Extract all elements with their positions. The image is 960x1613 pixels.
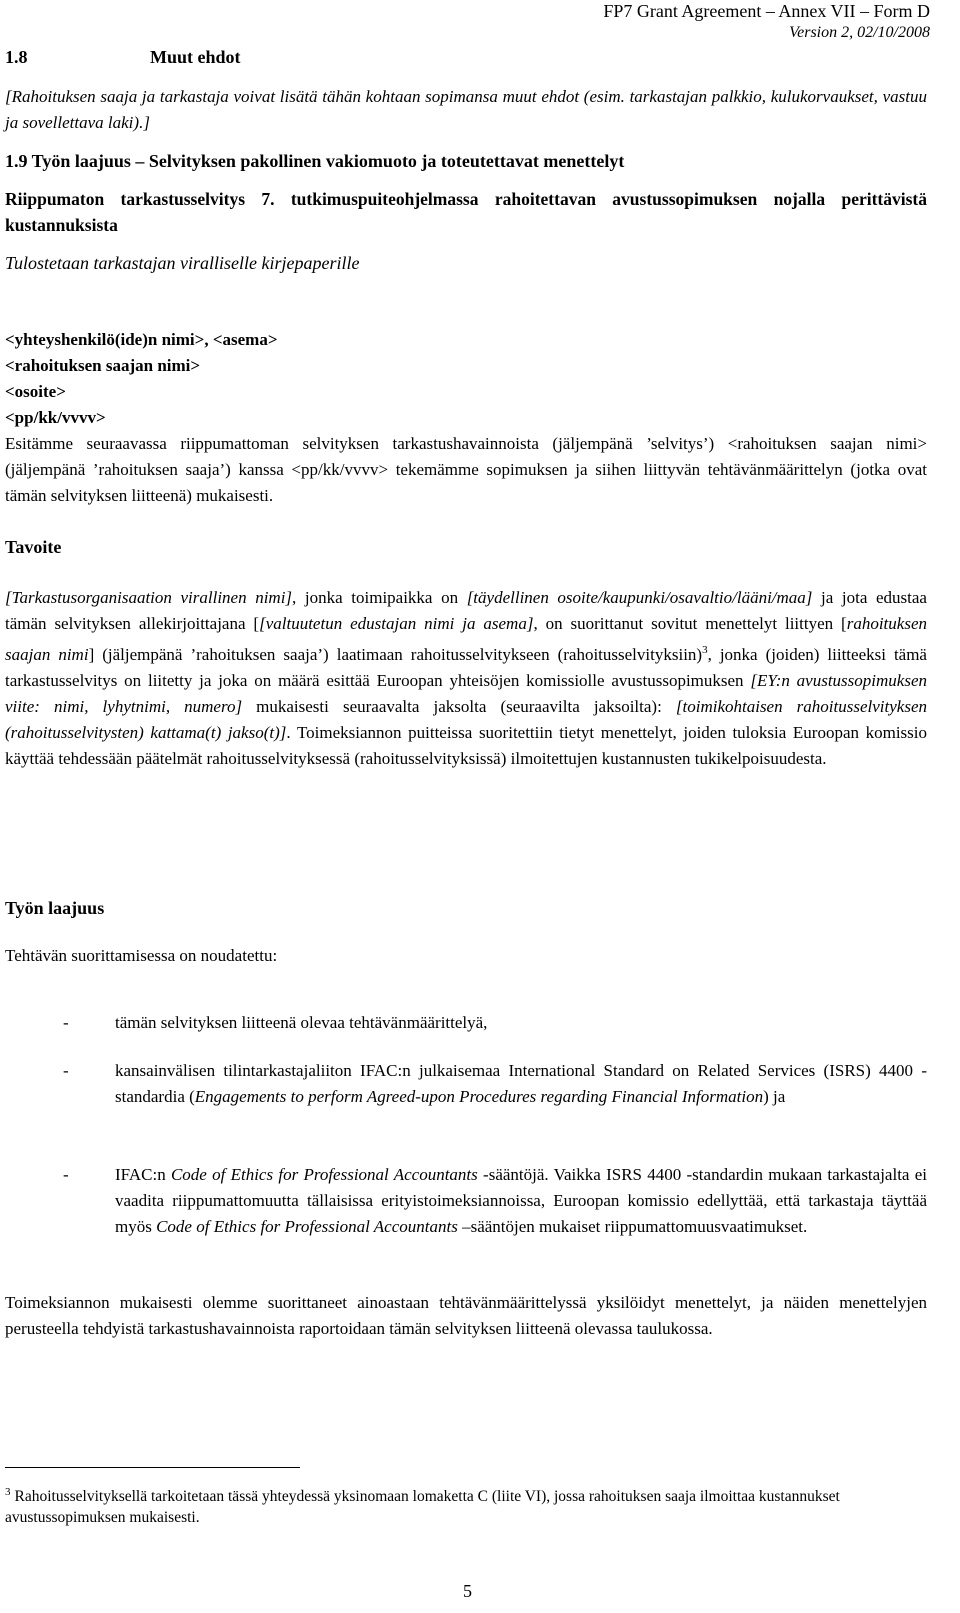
list-item-text [115, 1058, 927, 1110]
list-item-text [115, 1162, 927, 1240]
scope-heading: Työn laajuus [5, 898, 105, 918]
objective-period: [toimikohtaisen rahoitusselvityksen (rahoitusselvitysten) kattama(t) jakso(t)] [5, 697, 927, 742]
item-text: –sääntöjen mukaiset riippumattomuusvaatimukset. [457, 1217, 808, 1236]
scope-lead: Tehtävän suorittamisessa on noudatettu: [5, 946, 278, 965]
page-header [603, 0, 930, 44]
list-dash: - [63, 1165, 69, 1184]
list-dash: - [63, 1013, 69, 1032]
address-block [5, 327, 927, 431]
objective-org-name: [Tarkastusorganisaation virallinen nimi] [5, 588, 293, 607]
footnote-mark: 3 [5, 1486, 11, 1498]
other-terms-note: [Rahoituksen saaja ja tarkastaja voivat lisätä tähän kohtaan sopimansa muut ehdot (esim. tarkastajan palkkio, kulukorvaukset, vastuu ja sovellettava laki).] [5, 87, 927, 132]
address-date: <pp/kk/vvvv> [5, 408, 106, 427]
item-text: IFAC:n [115, 1165, 171, 1184]
objective-text: ja jota edustaa tämän selvityksen allekirjoittajana [ [5, 588, 927, 633]
objective-beneficiary: rahoituksen saajan nimi [5, 614, 927, 664]
footnote-ref: 3 [702, 644, 708, 656]
address-street: <osoite> [5, 382, 66, 401]
section-1-8-heading [5, 44, 241, 70]
code-of-ethics-title: Code of Ethics for Professional Accountants [156, 1217, 458, 1236]
section-1-9-heading: 1.9 Työn laajuus – Selvityksen pakollinen vakiomuoto ja toteutettavat menettelyt [5, 151, 625, 171]
objective-text: , on suorittanut sovitut menettelyt liittyen [ [533, 614, 847, 633]
closing-paragraph: Toimeksiannon mukaisesti olemme suorittaneet ainoastaan tehtävänmäärittelyssä yksilöidyt menettelyt, ja näiden menettelyjen perusteella tehdyistä tarkastushavainnoista raportoidaan tämän selvityksen liitteenä olevassa taulukossa. [5, 1293, 927, 1338]
footnote [5, 1482, 925, 1528]
header-version: Version 2, 02/10/2008 [789, 24, 930, 41]
intro-paragraph: Esitämme seuraavassa riippumattoman selvityksen tarkastushavainnoista (jäljempänä ’selvitys’) <rahoituksen saajan nimi> (jäljempänä ’rahoituksen saaja’) kanssa <pp/kk/vvvv> tekemämme sopimuksen ja siihen liittyvän tehtävänmäärittelyn (jotka ovat tämän selvityksen liitteenä) mukaisesti. [5, 434, 927, 505]
objective-heading: Tavoite [5, 537, 62, 557]
footnote-text: Rahoitusselvityksellä tarkoitetaan tässä yhteydessä yksinomaan lomaketta C (liite VI), jossa rahoituksen saaja ilmoittaa kustannukset avustussopimuksen mukaisesti. [5, 1488, 840, 1526]
objective-text: , jonka toimipaikka on [292, 588, 467, 607]
objective-address: [täydellinen osoite/kaupunki/osavaltio/lääni/maa] [466, 588, 813, 607]
objective-paragraph [5, 585, 927, 772]
list-dash: - [63, 1061, 69, 1080]
objective-text: . Toimeksiannon puitteissa suoritettiin tietyt menettelyt, joiden tuloksia Euroopan komissio käyttää tehdessään päätelmät rahoitusselvityksessä (rahoitusselvityksissä) ilmoitettujen kustannusten tukikelpoisuudesta. [5, 723, 927, 768]
page-number: 5 [463, 1581, 472, 1601]
section-title: Muut ehdot [150, 47, 241, 67]
item-text: ) ja [763, 1087, 786, 1106]
address-contact: <yhteyshenkilö(ide)n nimi>, <asema> [5, 330, 278, 349]
code-of-ethics-title: Code of Ethics for Professional Accountants [170, 1165, 478, 1184]
objective-representative: [valtuutetun edustajan nimi ja asema] [259, 614, 534, 633]
print-instruction: Tulostetaan tarkastajan viralliselle kirjepaperille [5, 253, 360, 273]
address-beneficiary: <rahoituksen saajan nimi> [5, 356, 201, 375]
item-text: -sääntöjä. Vaikka ISRS 4400 -standardin mukaan tarkastajalta ei vaadita riippumattomuutta tällaisissa erityistoimeksiannoissa, Euroopan komissio edellyttää, että tarkastaja täyttää myös [115, 1165, 927, 1236]
report-title: Riippumaton tarkastusselvitys 7. tutkimuspuiteohjelmassa rahoitettavan avustussopimuksen nojalla perittävistä kustannuksista [5, 189, 927, 235]
objective-text: mukaisesti seuraavalta jaksolta (seuraavilta jaksoilta): [242, 697, 676, 716]
objective-text: , jonka (joiden) liitteeksi tämä tarkastusselvitys on liitetty ja joka on määrä esittää Euroopan yhteisöjen komissiolle avustussopimuksen [5, 645, 927, 690]
list-item-text: tämän selvityksen liitteenä olevaa tehtävänmäärittelyä, [115, 1013, 488, 1032]
objective-grant-ref: [EY:n avustussopimuksen viite: nimi, lyhytnimi, numero] [5, 671, 927, 716]
footnote-divider [5, 1467, 300, 1468]
objective-text: ] (jäljempänä ’rahoituksen saaja’) laatimaan rahoitusselvitykseen (rahoitusselvityksiin) [88, 645, 703, 664]
item-text: kansainvälisen tilintarkastajaliiton IFAC:n julkaisemaa International Standard on Related Services (ISRS) 4400 -standardia ( [115, 1061, 927, 1106]
header-title: FP7 Grant Agreement – Annex VII – Form D [603, 1, 930, 21]
isrs-title: Engagements to perform Agreed-upon Procedures regarding Financial Information [194, 1087, 764, 1106]
section-number: 1.8 [5, 47, 28, 67]
